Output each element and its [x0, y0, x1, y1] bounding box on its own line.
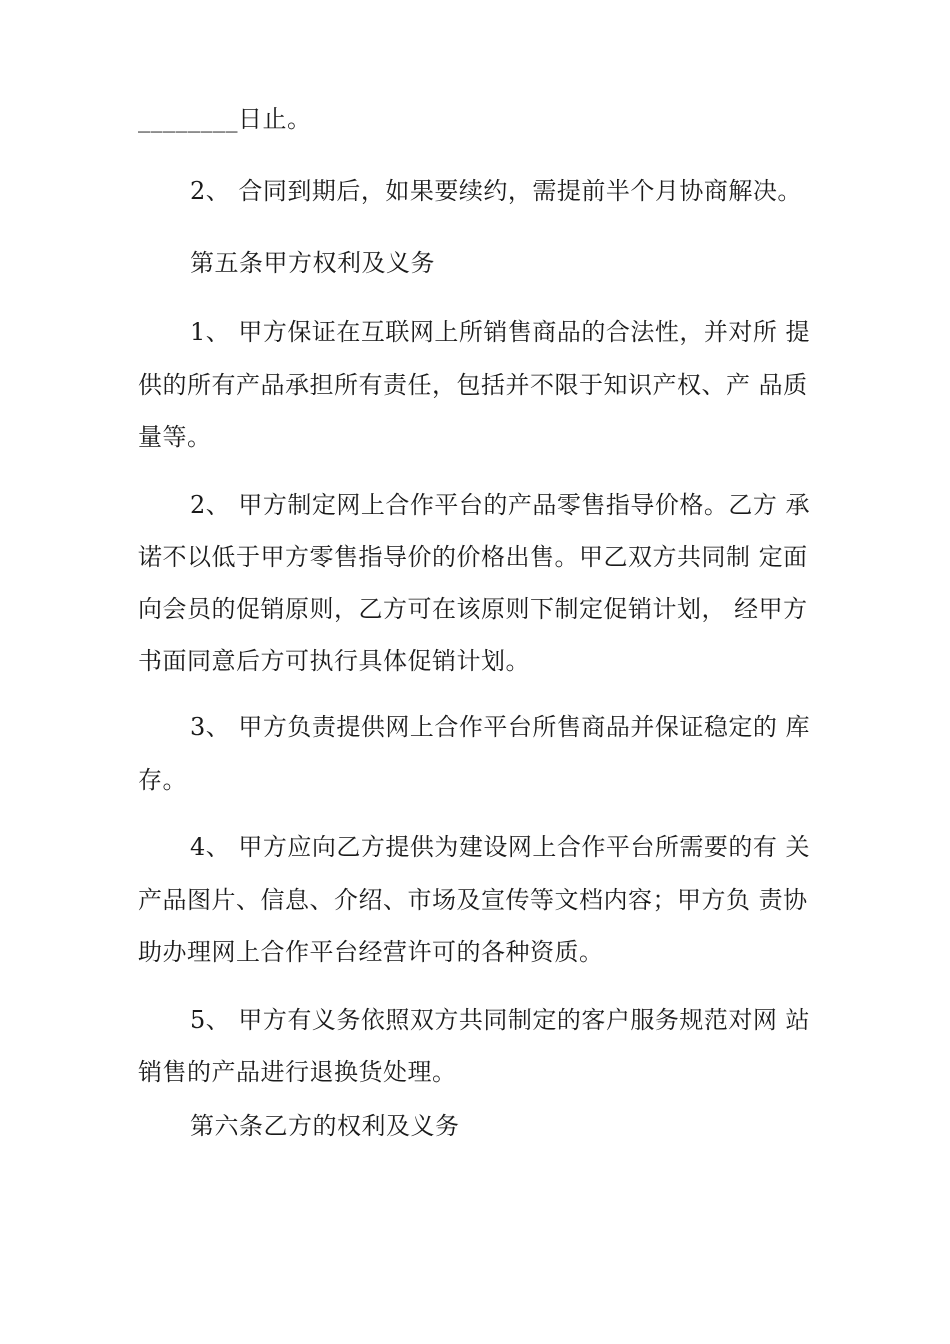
- article-5-item-1-line-2: 供的所有产品承担所有责任，包括并不限于知识产权、产 品质: [138, 371, 808, 399]
- article-5-item-5-line-2: 销售的产品进行退换货处理。: [138, 1058, 457, 1086]
- article-6-heading: 第六条乙方的权利及义务: [190, 1112, 460, 1140]
- article-5-item-5-line-1: 5、 甲方有义务依照双方共同制定的客户服务规范对网 站: [190, 1006, 811, 1034]
- article-5-item-1-line-3: 量等。: [138, 423, 212, 451]
- clause-4-end-date-line: ________日止。: [138, 105, 312, 133]
- article-5-heading: 第五条甲方权利及义务: [190, 249, 435, 277]
- article-5-item-3-line-2: 存。: [138, 766, 187, 794]
- article-5-item-2-line-1: 2、 甲方制定网上合作平台的产品零售指导价格。乙方 承: [190, 491, 811, 519]
- article-5-item-2-line-4: 书面同意后方可执行具体促销计划。: [138, 647, 530, 675]
- article-5-item-4-line-2: 产品图片、信息、介绍、市场及宣传等文档内容；甲方负 责协: [138, 886, 808, 914]
- article-5-item-1-line-1: 1、 甲方保证在互联网上所销售商品的合法性，并对所 提: [190, 318, 811, 346]
- article-5-item-4-line-1: 4、 甲方应向乙方提供为建设网上合作平台所需要的有 关: [190, 833, 811, 861]
- article-5-item-2-line-3: 向会员的促销原则，乙方可在该原则下制定促销计划， 经甲方: [138, 595, 808, 623]
- clause-4-item-2: 2、 合同到期后，如果要续约，需提前半个月协商解决。: [190, 177, 802, 205]
- article-5-item-4-line-3: 助办理网上合作平台经营许可的各种资质。: [138, 938, 604, 966]
- article-5-item-3-line-1: 3、 甲方负责提供网上合作平台所售商品并保证稳定的 库: [190, 713, 811, 741]
- article-5-item-2-line-2: 诺不以低于甲方零售指导价的价格出售。甲乙双方共同制 定面: [138, 543, 808, 571]
